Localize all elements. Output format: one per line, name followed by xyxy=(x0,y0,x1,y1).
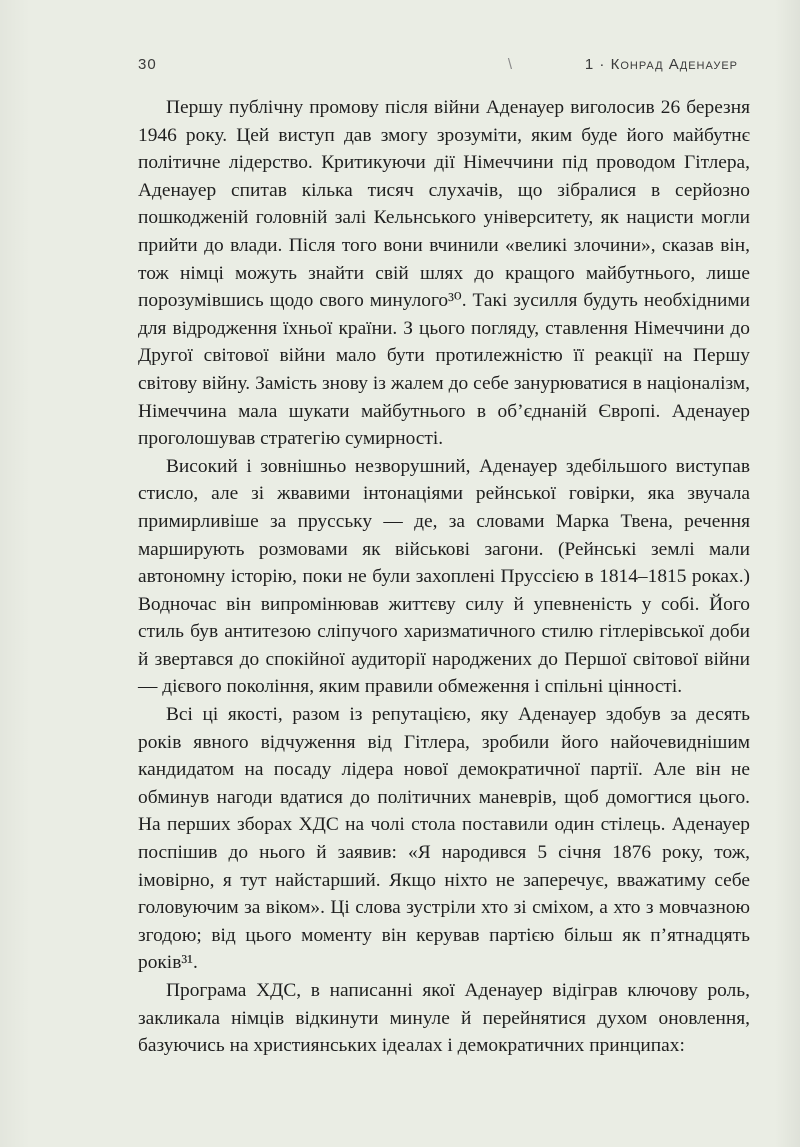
page-number: 30 xyxy=(138,56,157,73)
paragraph-3: Всі ці якості, разом із репутацією, яку Аденауер здобув за десять років явного відчуження від Гітлера, зробили його найочевиднішим кандидатом на посаду лідера нової демократичної партії. Але він не обминув нагоди вдатися до політичних маневрів, щоб домогтися цього. На перших зборах ХДС на чолі стола поставили один стілець. Аденауер поспішив до нього й заявив: «Я народився 5 січня 1876 року, тож, імовірно, я тут найстарший. Якщо ніхто не заперечує, вважатиму себе головуючим за віком». Ці слова зустріли хто зі сміхом, а хто з мовчазною згодою; від цього моменту він керував партією більш як п’ятнадцять років³¹. xyxy=(138,704,750,974)
header-mark: \ xyxy=(507,56,513,73)
running-head xyxy=(138,56,738,82)
chapter-title: 1 · Конрад Аденауер xyxy=(584,56,738,73)
body-text xyxy=(138,94,750,1060)
paragraph-1: Першу публічну промову після війни Аденауер виголосив 26 березня 1946 року. Цей виступ дав змогу зрозуміти, яким буде його майбутнє політичне лідерство. Критикуючи дії Німеччини під проводом Гітлера, Аденауер спитав кілька тисяч слухачів, що зібралися в серйозно пошкодженій головній залі Кельнського університету, як нацисти могли прийти до влади. Після того вони вчинили «великі злочини», сказав він, тож німці можуть знайти свій шлях до кращого майбутнього, лише порозумівшись щодо свого минулого³⁰. Такі зусилля будуть необхідними для відродження їхньої країни. З цього погляду, ставлення Німеччини до Другої світової війни мало бути протилежністю її реакції на Першу світову війну. Замість знову із жалем до себе занурюватися в націоналізм, Німеччина мала шукати майбутнього в об’єднаній Європі. Аденауер проголошував стратегію сумирності. xyxy=(138,97,750,450)
paragraph-2: Високий і зовнішньо незворушний, Аденауер здебільшого виступав стисло, але зі жвавими інтонаціями рейнської говірки, яка звучала примирливіше за прусську — де, за словами Марка Твена, речення марширують розмовами як військові загони. (Рейнські землі мали автономну історію, поки не були захоплені Пруссією в 1814–1815 роках.) Водночас він випромінював життєву силу й упевненість у собі. Його стиль був антитезою сліпучого харизматичного стилю гітлерівської доби й звертався до спокійної аудиторії народжених до Першої світової війни — дієвого покоління, яким правили обмеження і спільні цінності. xyxy=(138,455,750,698)
paragraph-4: Програма ХДС, в написанні якої Аденауер відіграв ключову роль, закликала німців відкинути минуле й перейнятися духом оновлення, базуючись на християнських ідеалах і демократичних принципах: xyxy=(138,980,750,1057)
